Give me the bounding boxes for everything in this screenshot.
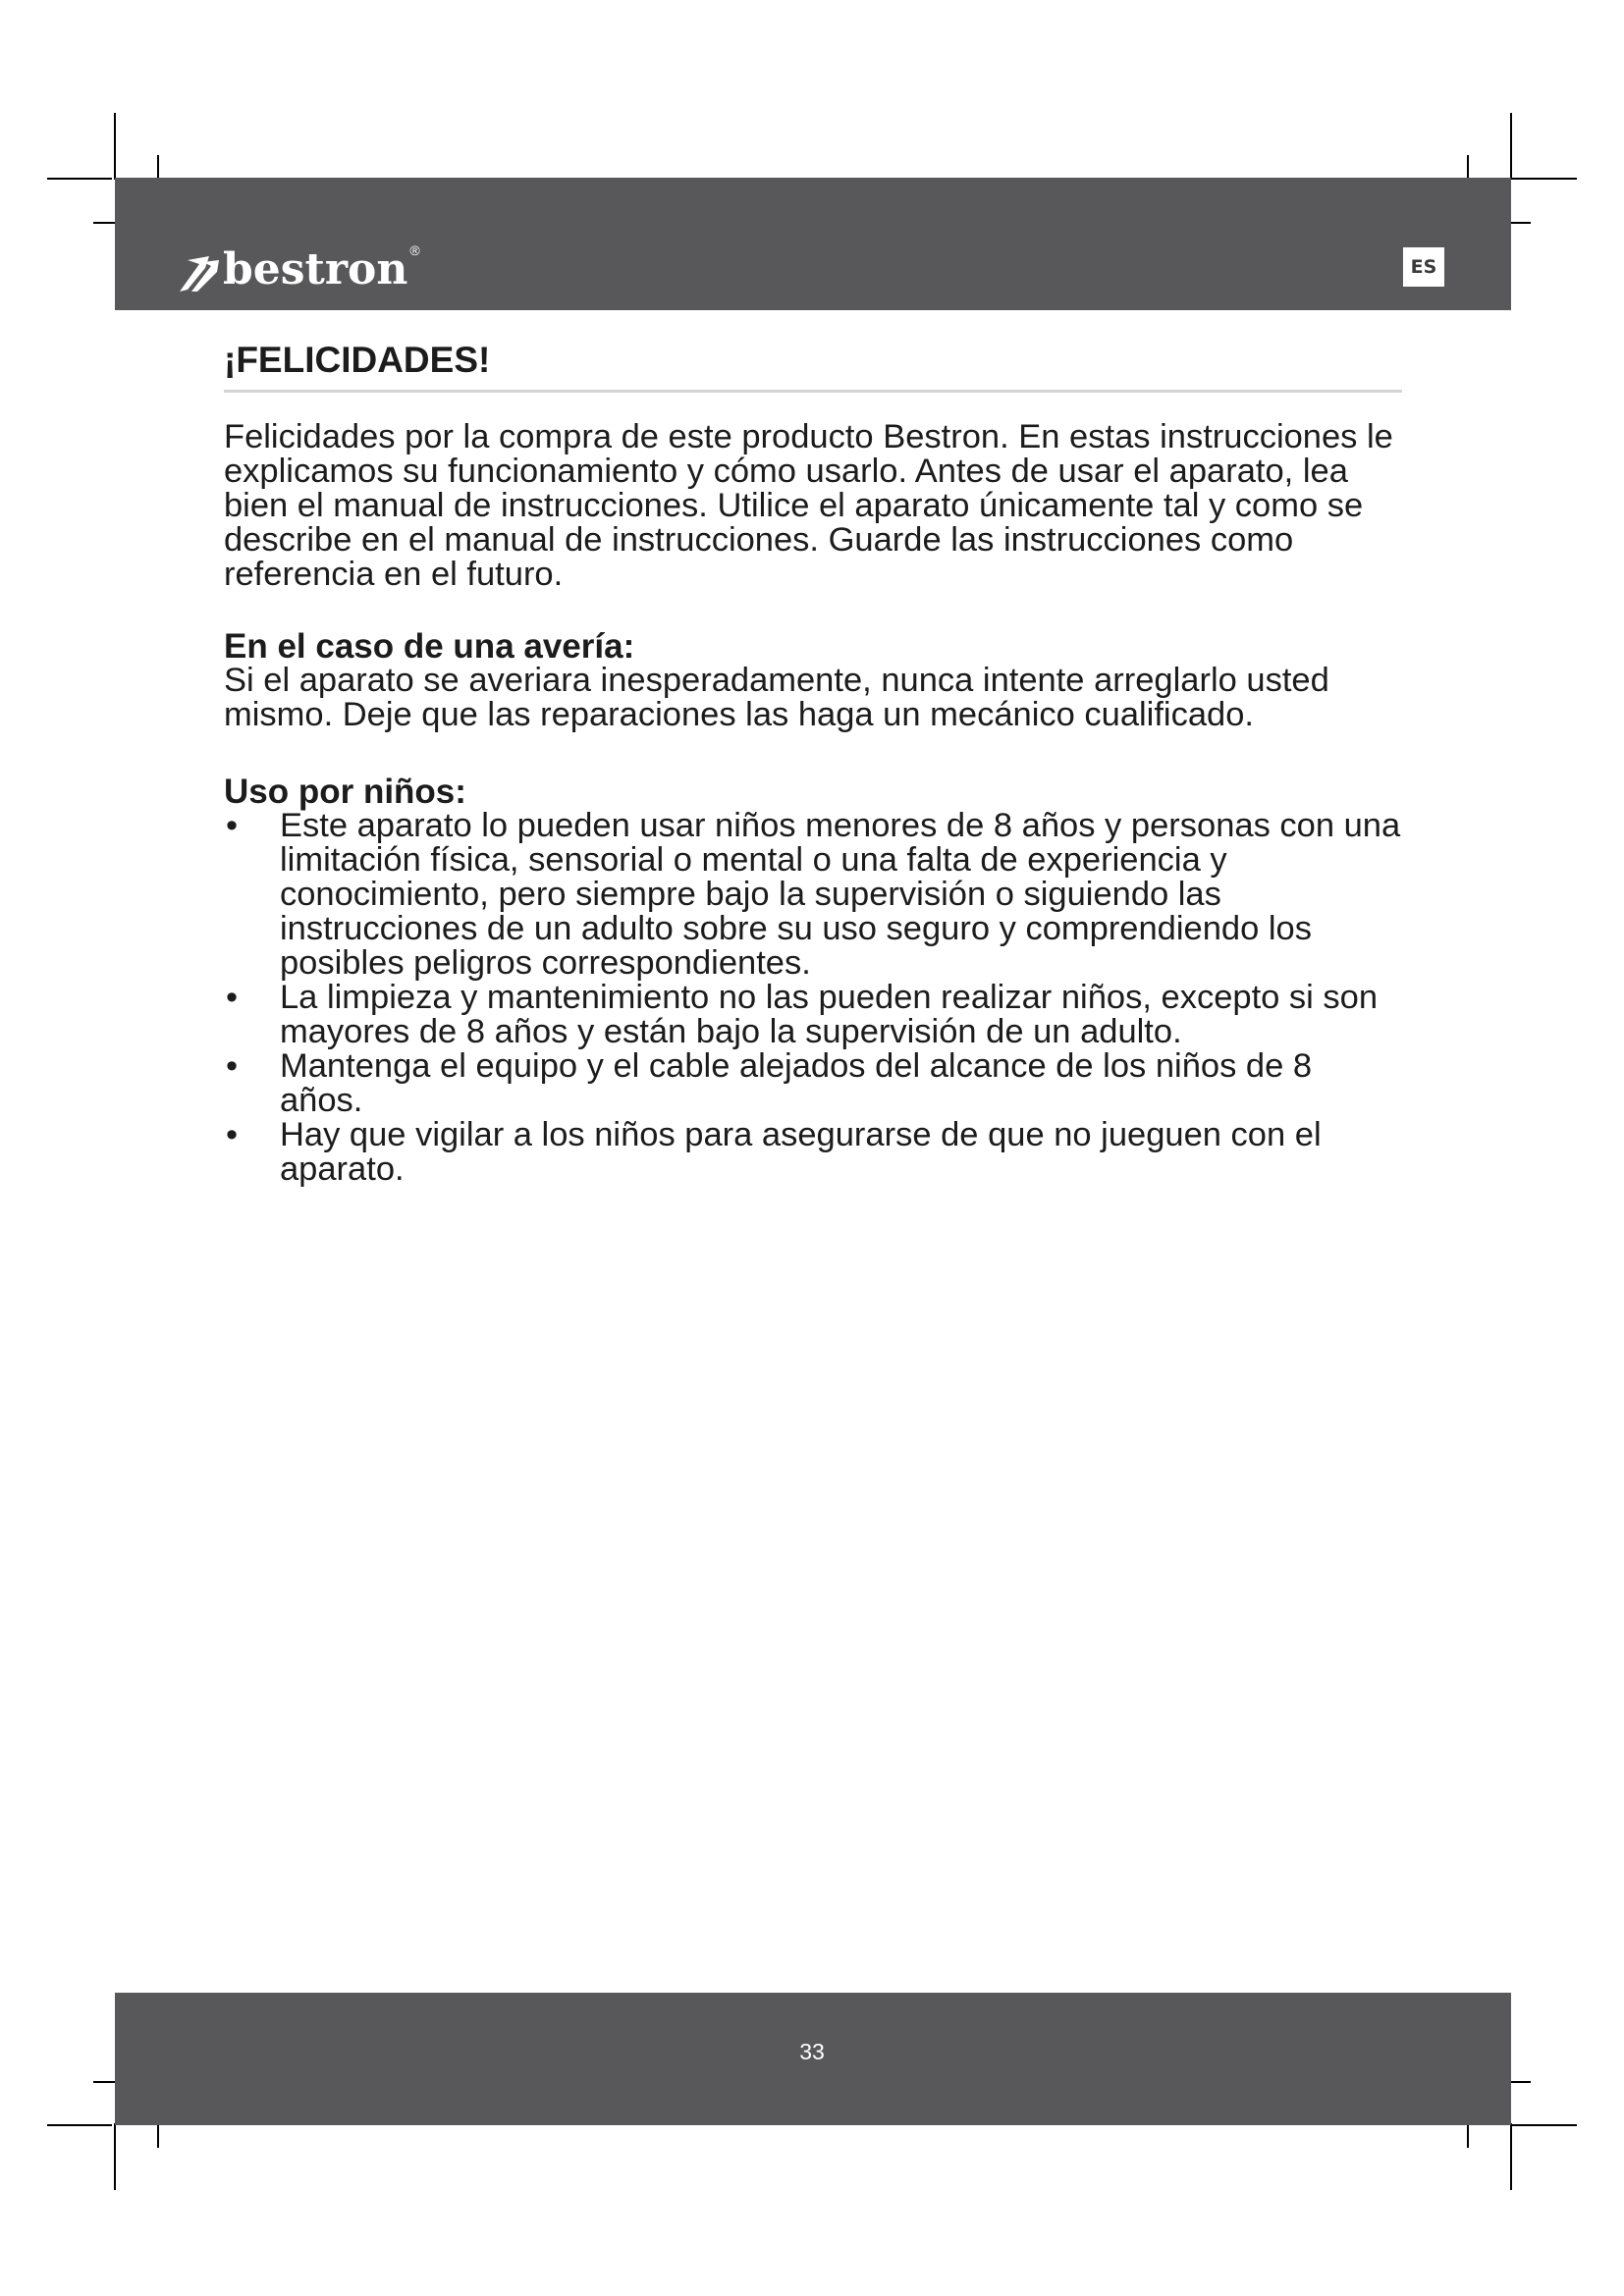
intro-paragraph: Felicidades por la compra de este producto Bestron. En estas instrucciones le explicamos su funcionamiento y cómo usarlo. Antes de usar el aparato, lea bien el manual de instrucciones. Utilice el aparato únicamente tal y como se describe en el manual de instrucciones. Guarde las instrucciones como referencia en el futuro. xyxy=(224,418,1393,593)
crop-mark xyxy=(47,2124,112,2126)
bullet-icon: • xyxy=(226,979,239,1016)
crop-mark xyxy=(114,113,116,180)
page-number: 33 xyxy=(799,2039,825,2064)
page-title: ¡FELICIDADES! xyxy=(224,340,491,380)
crop-mark xyxy=(1512,178,1577,180)
double-chevron-icon xyxy=(180,252,219,292)
title-divider xyxy=(224,390,1402,393)
crop-mark xyxy=(114,2123,116,2190)
children-heading: Uso por niños: xyxy=(224,773,466,811)
list-item xyxy=(224,1049,1402,1118)
crop-mark xyxy=(1510,2123,1512,2190)
list-item xyxy=(224,1118,1402,1187)
bullet-icon: • xyxy=(226,807,239,844)
crop-mark xyxy=(1512,2124,1577,2126)
bullet-icon: • xyxy=(226,1116,239,1153)
list-item-text: Este aparato lo pueden usar niños menores de 8 años y personas con una limitación física, sensorial o mental o una falta de experiencia y conocimiento, pero siempre bajo la supervisión o siguiendo las instrucciones de un adulto sobre su uso seguro y comprendiendo los posibles peligros correspondientes. xyxy=(280,807,1401,982)
list-item-text: La limpieza y mantenimiento no las pueden realizar niños, excepto si son mayores de 8 años y están bajo la supervisión de un adulto. xyxy=(280,979,1379,1050)
crop-mark xyxy=(1510,113,1512,180)
brand-name: bestron xyxy=(223,244,408,294)
list-item xyxy=(224,981,1402,1049)
failure-paragraph: Si el aparato se averiara inesperadamente, nunca intente arreglarlo usted mismo. Deje que las reparaciones las haga un mecánico cualificado. xyxy=(224,662,1329,733)
list-item xyxy=(224,809,1402,981)
page-content xyxy=(224,337,1402,1187)
registered-mark: ® xyxy=(409,242,420,258)
list-item-text: Mantenga el equipo y el cable alejados del alcance de los niños de 8 años. xyxy=(280,1047,1313,1119)
list-item-text: Hay que vigilar a los niños para asegurarse de que no jueguen con el aparato. xyxy=(280,1116,1322,1188)
bullet-icon: • xyxy=(226,1047,239,1085)
brand-logo xyxy=(180,240,420,292)
crop-mark xyxy=(47,178,112,180)
language-badge: ES xyxy=(1403,247,1444,287)
children-list xyxy=(224,809,1402,1187)
failure-heading: En el caso de una avería: xyxy=(224,627,635,666)
